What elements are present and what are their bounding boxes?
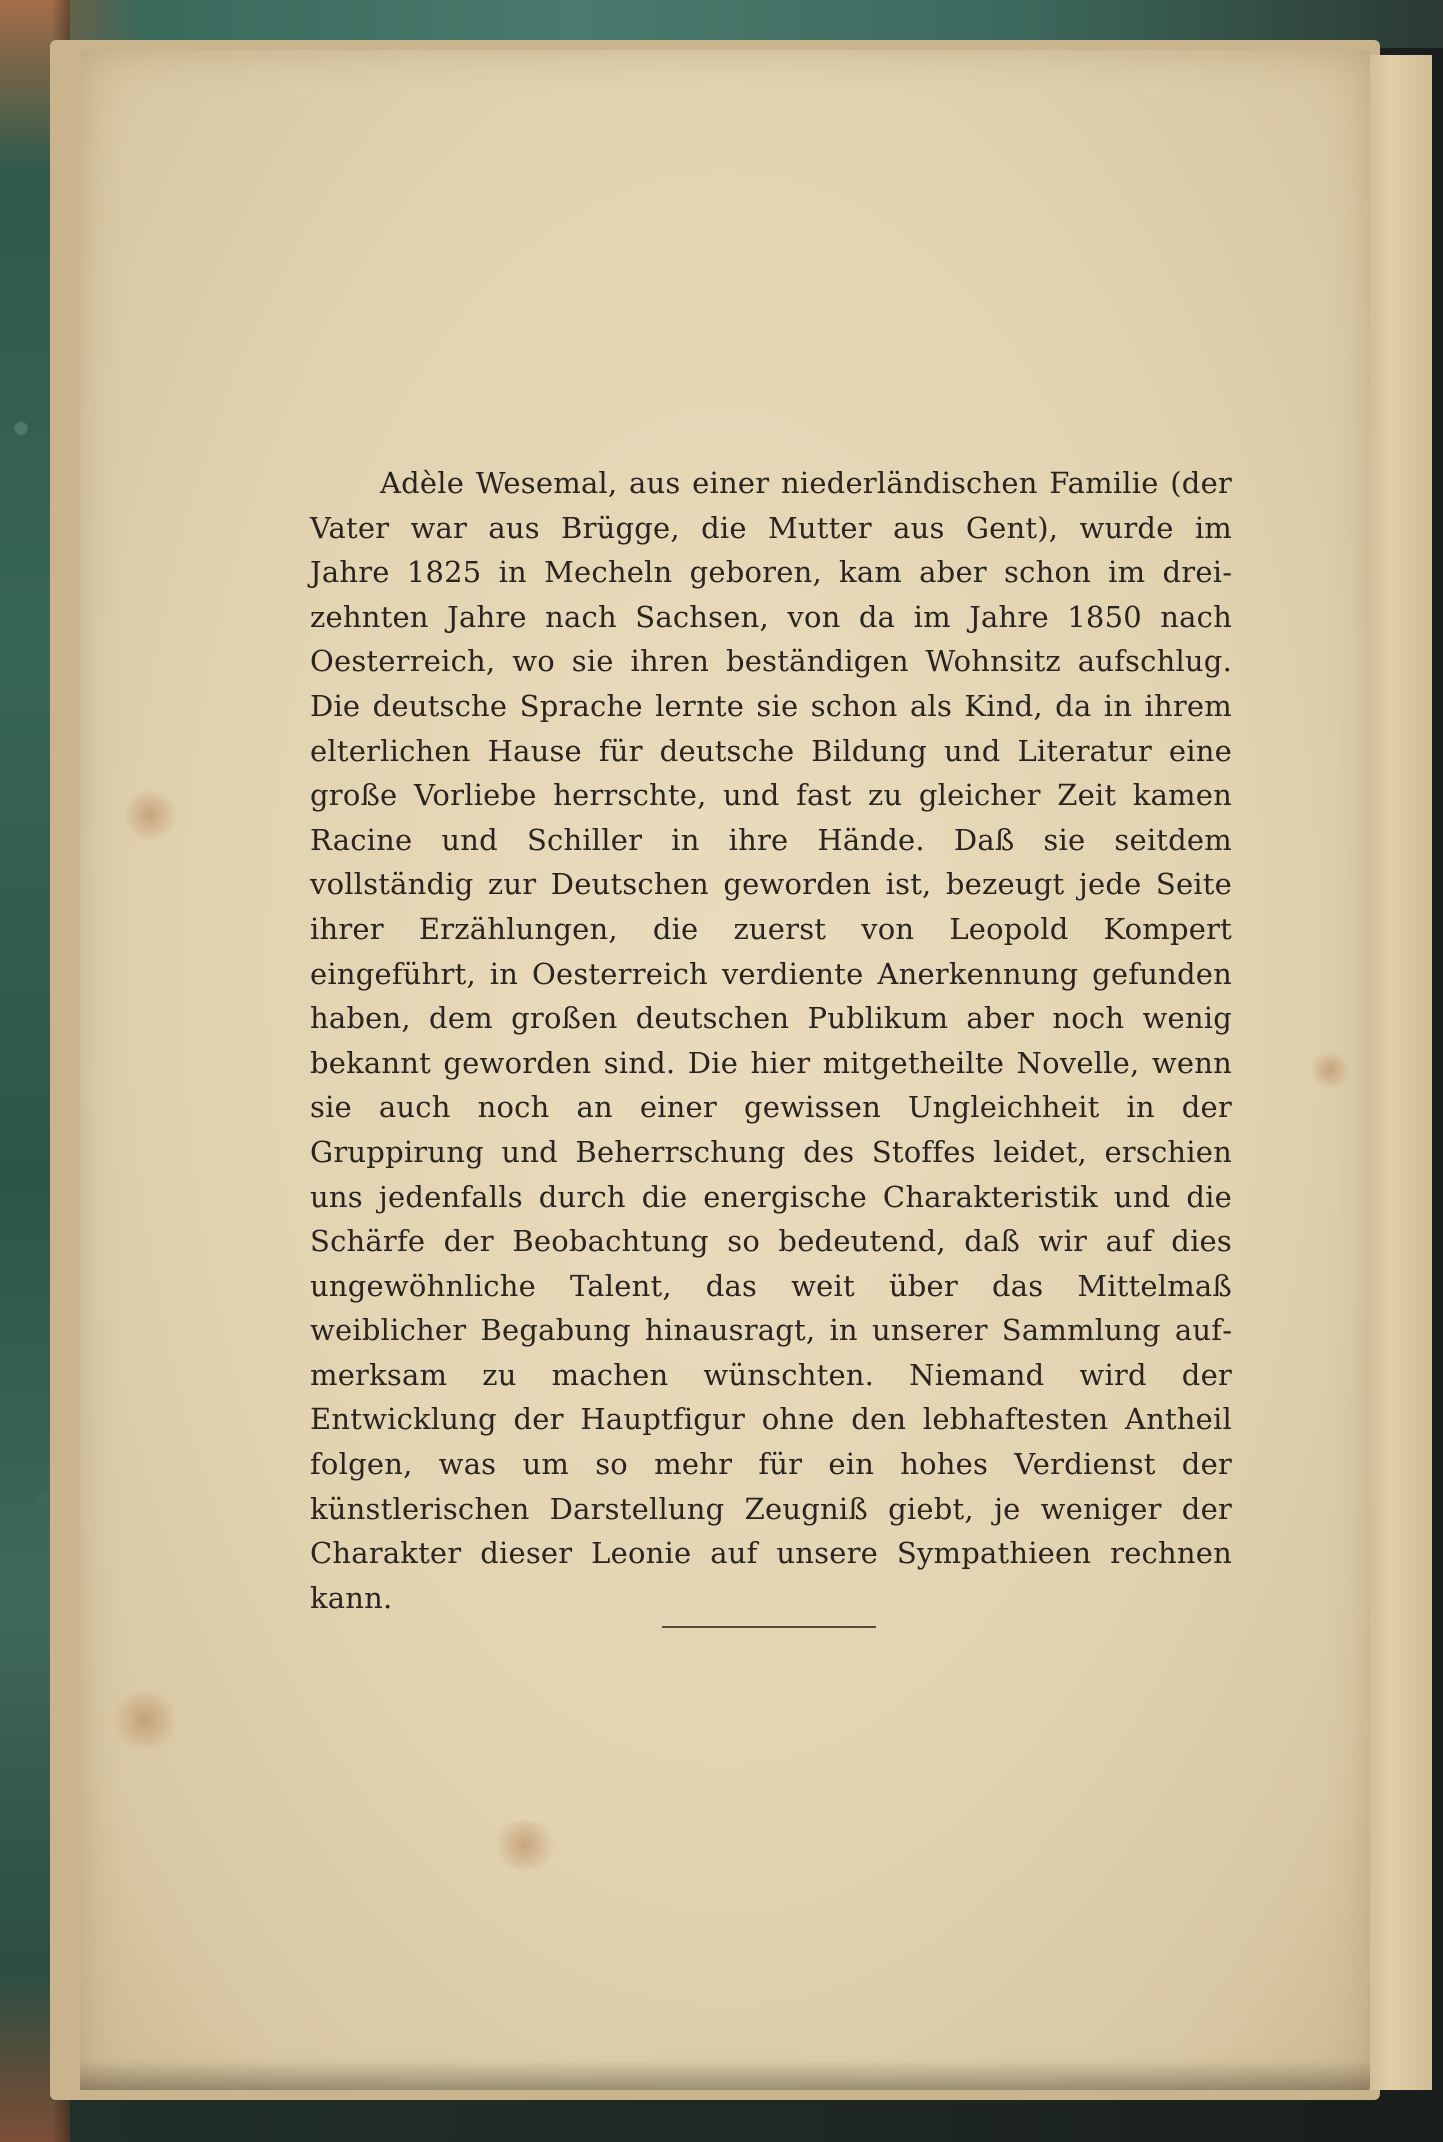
body-paragraph: Adèle Wesemal, aus einer niederländischen Familie (der Vater war aus Brügge, die Mutter aus Gent), wurde im Jahre 1825 in Mecheln geboren, kam aber schon im dreizehnten Jahre nach Sachsen, von da im Jahre 1850 nach Oesterreich, wo sie ihren beständigen Wohnsitz aufschlug. Die deutsche Sprache lernte sie schon als Kind, da in ihrem elterlichen Hause für deutsche Bildung und Literatur eine große Vorliebe herrschte, und fast zu gleicher Zeit kamen Racine und Schiller in ihre Hände. Daß sie seitdem vollständig zur Deutschen geworden ist, bezeugt jede Seite ihrer Erzählungen, die zuerst von Leopold Kompert eingeführt, in Oesterreich verdiente Anerkennung gefunden haben, dem großen deutschen Publikum aber noch wenig bekannt geworden sind. Die hier mitgetheilte Novelle, wenn sie auch noch an einer gewissen Ungleichheit in der Gruppirung und Beherrschung des Stoffes leidet, erschien uns jedenfalls durch die energische Charakteristik und die Schärfe der Beobachtung so bedeutend, daß wir auf dies ungewöhnliche Talent, das weit über das Mittelmaß weiblicher Begabung hinausragt, in unserer Sammlung aufmerksam zu machen wünschten. Niemand wird der Entwicklung der Hauptfigur ohne den lebhaftesten Antheil folgen, was um so mehr für ein hohes Verdienst der künstlerischen Darstellung Zeugniß giebt, je weniger der Charakter dieser Leonie auf unsere Sympathieen rechnen kann. <box>310 466 1232 1615</box>
foxing-stain <box>120 790 180 840</box>
foxing-stain <box>1310 1050 1350 1090</box>
foxing-stain <box>490 1820 560 1870</box>
page-bottom-shadow <box>80 2060 1370 2090</box>
facing-page-edge <box>1360 55 1432 2090</box>
section-divider-rule <box>662 1626 876 1628</box>
foxing-stain <box>110 1690 180 1750</box>
